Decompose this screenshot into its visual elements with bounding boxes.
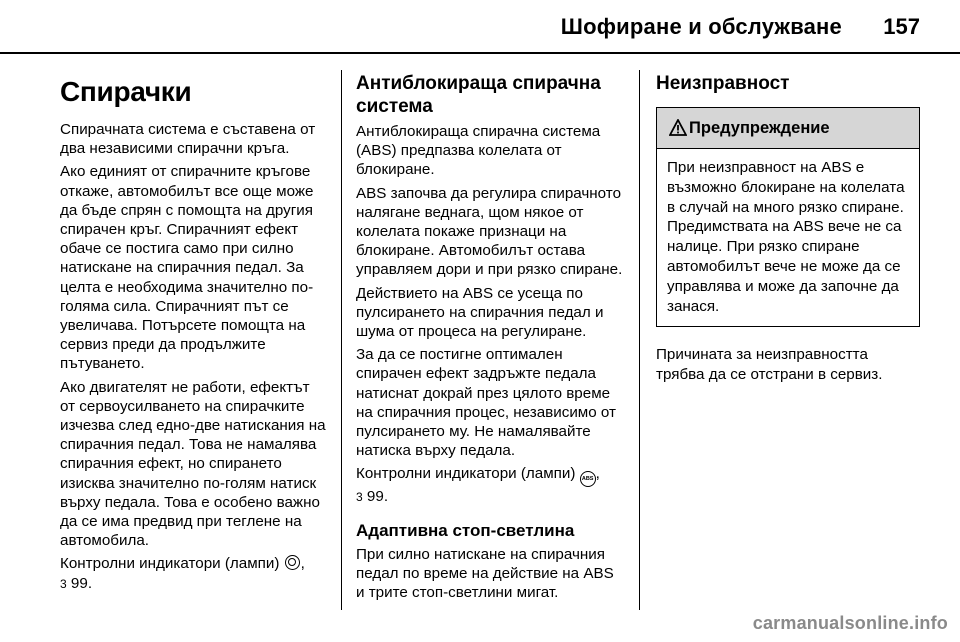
indicator-text: Контролни индикатори (лампи) bbox=[356, 465, 576, 483]
warning-body bbox=[657, 149, 919, 326]
column-fault bbox=[656, 66, 918, 388]
page-number: 157 bbox=[883, 14, 920, 39]
paragraph: Действието на ABS се усеща по пулсирането на спирачния педал и шума от процеса на регулиране. bbox=[356, 284, 604, 341]
paragraph: При силно натискане на спирачния педал по време на действие на ABS и трите стоп-светлини мигат. bbox=[356, 545, 614, 602]
indicator-reference: Контролни индикатори (лампи) , 3 99. bbox=[60, 555, 305, 592]
page-ref-arrow-icon: 3 bbox=[60, 576, 67, 591]
paragraph: Антиблокираща спирачна система (ABS) предпазва колелата от блокиране. bbox=[356, 123, 601, 179]
column-divider-2 bbox=[639, 70, 640, 610]
abs-lamp-icon: ABS bbox=[580, 471, 596, 487]
page-ref-arrow-icon: 3 bbox=[356, 490, 363, 505]
watermark: carmanualsonline.info bbox=[752, 613, 948, 633]
indicator-text: Контролни индикатори (лампи) bbox=[60, 555, 280, 573]
paragraph: За да се постигне оптимален спирачен ефект задръжте педала натиснат докрай през цялото време на спирачния процес, независимо от пулсирането му. Не намалявайте натиска върху педала. bbox=[356, 346, 616, 460]
indicator-reference: Контролни индикатори (лампи) ABS , 3 99. bbox=[356, 465, 600, 506]
section-heading-fault: Неизправност bbox=[656, 73, 790, 94]
warning-triangle-icon bbox=[669, 119, 687, 136]
column-divider-1 bbox=[341, 70, 342, 610]
page-ref-link[interactable]: 99. bbox=[366, 488, 389, 506]
section-heading-abs: Антиблокираща спирачна система bbox=[356, 73, 601, 117]
paragraph: Причината за неизправността трябва да се отстрани в сервиз. bbox=[656, 346, 883, 383]
brake-warning-lamp-icon bbox=[285, 555, 300, 570]
page-ref-link[interactable]: 99. bbox=[70, 574, 93, 592]
warning-text: При неизправност на ABS е възможно блокиране на колелата в случай на много рязко спиране. Предимствата на ABS вече не са налице. При рязко спиране автомобилът вече не може да се управлява и може да започне да занася. bbox=[667, 159, 905, 315]
paragraph: Спирачната система е съставена от два независими спирачни кръга. bbox=[60, 121, 316, 158]
paragraph: Ако единият от спирачните кръгове откаже, автомобилът все още може да бъде спрян с помощта на другия спирачен кръг. Спирачният ефект обаче се постига само при силно натискане на спирачния педал. За целта е необходима значително по-голяма сила. Спирачният път се увеличава. Потърсете помощта на сервиз преди да продължите пътуването. bbox=[60, 163, 314, 373]
warning-header bbox=[657, 108, 919, 149]
section-heading-brakes: Спирачки bbox=[60, 76, 192, 107]
warning-title: Предупреждение bbox=[689, 119, 830, 137]
header-title: Шофиране и обслужване bbox=[560, 14, 842, 39]
subheading-adaptive-brake-light: Адаптивна стоп-светлина bbox=[356, 520, 575, 540]
paragraph: Ако двигателят не работи, ефектът от сервоусилването на спирачките изчезва след едно-две натискания на спирачния педал. Това не намалява спирачния ефект, но спирането изисква значително по-голям натиск върху педала. Това е особено важно да се има предвид при теглене на автомобила. bbox=[60, 378, 326, 550]
column-brakes bbox=[60, 66, 328, 598]
paragraph: ABS започва да регулира спирачното налягане веднага, щом някое от колелата покаже признаци на блокиране. Автомобилът остава управляем дори и при рязко спиране. bbox=[356, 184, 623, 279]
column-abs bbox=[356, 66, 624, 606]
header-divider bbox=[0, 52, 960, 54]
warning-box bbox=[656, 107, 920, 327]
page-header bbox=[0, 0, 960, 62]
